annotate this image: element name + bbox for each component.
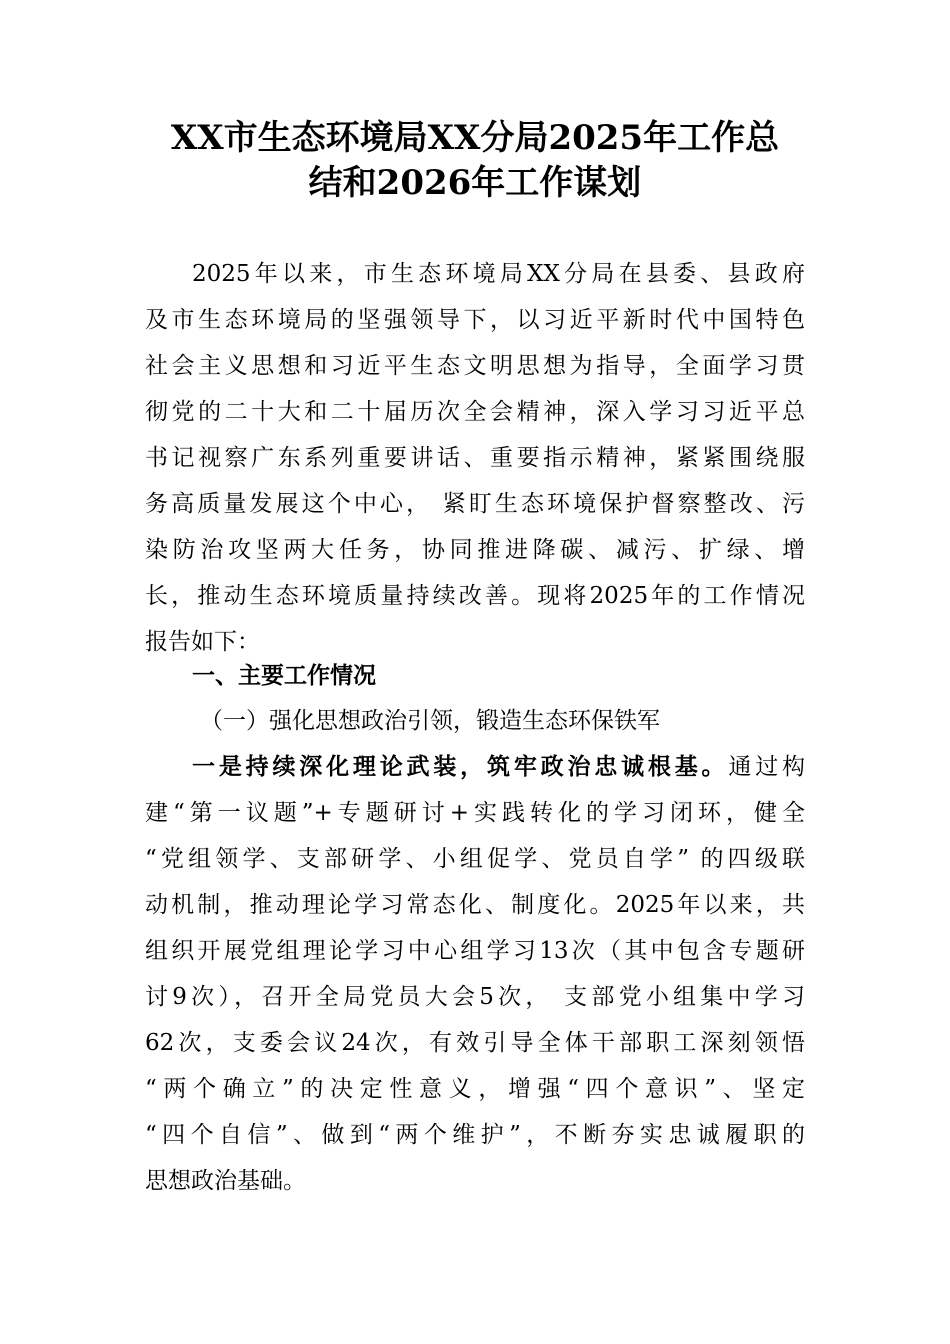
subsection-heading: （一）强化思想政治引领，锻造生态环保铁军 [200,708,660,734]
document-title-line-2: 结和2026年工作谋划 [308,163,642,203]
intro-line: 及市生态环境局的坚强领导下，以习近平新时代中国特色 [145,307,805,333]
paragraph-line: “四个自信”、做到“两个维护”，不断夯实忠诚履职的 [145,1122,805,1148]
document-title-line-1: XX市生态环境局XX分局2025年工作总 [170,118,780,158]
paragraph-lead-rest: 通过构 [728,754,806,780]
paragraph-line: 动机制，推动理论学习常态化、制度化。2025年以来，共 [145,892,805,918]
intro-line: 彻党的二十大和二十届历次全会精神，深入学习习近平总 [145,399,805,425]
section-heading: 一、主要工作情况 [192,663,376,689]
paragraph-first-line [192,751,805,783]
intro-line: 长，推动生态环境质量持续改善。现将2025年的工作情况 [145,583,805,609]
paragraph-line: 建“第一议题”+专题研讨+实践转化的学习闭环，健全 [145,800,805,826]
paragraph-line: 思想政治基础。 [145,1168,306,1194]
paragraph-line: 讨9次），召开全局党员大会5次， 支部党小组集中学习 [145,984,805,1010]
intro-line: 2025年以来，市生态环境局XX分局在县委、县政府 [192,261,805,287]
paragraph-line: 62次，支委会议24次，有效引导全体干部职工深刻领悟 [145,1030,805,1056]
intro-line: 书记视察广东系列重要讲话、重要指示精神，紧紧围绕服 [145,445,805,471]
paragraph-line: 组织开展党组理论学习中心组学习13次（其中包含专题研 [145,938,805,964]
intro-line: 务高质量发展这个中心， 紧盯生态环境保护督察整改、污 [145,491,805,517]
paragraph-line: “党组领学、支部研学、小组促学、党员自学” 的四级联 [145,846,805,872]
intro-line: 报告如下： [145,629,260,655]
paragraph-lead-bold: 一是持续深化理论武装，筑牢政治忠诚根基。 [192,753,729,780]
paragraph-line: “两个确立”的决定性意义，增强“四个意识”、坚定 [145,1076,805,1102]
intro-line: 染防治攻坚两大任务，协同推进降碳、减污、扩绿、增 [145,537,805,563]
intro-line: 社会主义思想和习近平生态文明思想为指导，全面学习贯 [145,353,805,379]
